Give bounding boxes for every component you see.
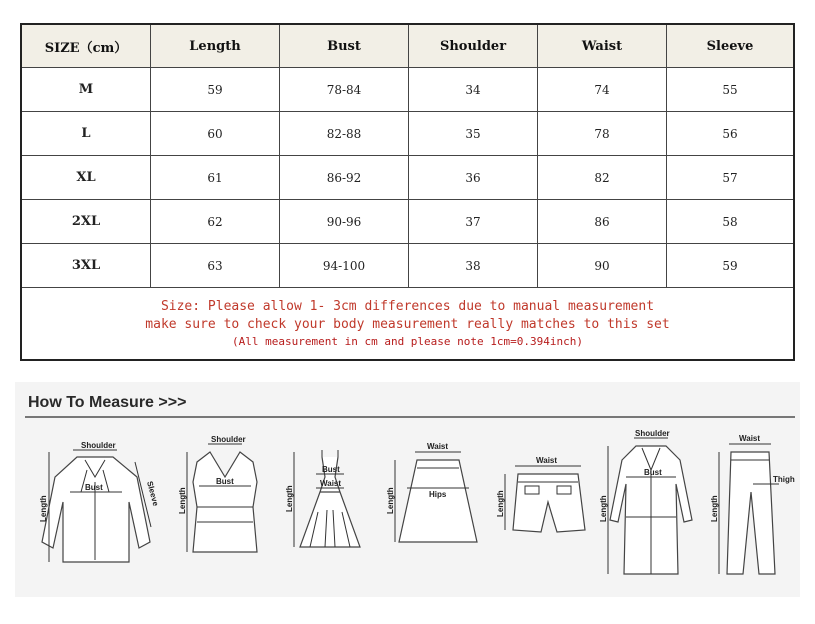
shoulder-cell: 37 [409,200,538,244]
note-line-conversion: (All measurement in cm and please note 1cm=0.394inch) [232,334,583,348]
header-bust: Bust [280,24,409,68]
sleeveless-top-diagram [175,422,275,592]
label-bust: Bust [322,465,340,474]
waist-cell: 74 [538,68,667,112]
label-thigh: Thigh [773,475,795,484]
header-length: Length [151,24,280,68]
waist-cell: 78 [538,112,667,156]
size-cell: L [21,112,151,156]
label-length: Length [496,490,505,517]
length-cell: 60 [151,112,280,156]
waist-cell: 82 [538,156,667,200]
note-line-check: make sure to check your body measurement really matches to this set [145,316,670,332]
garment-illustrations [15,422,800,592]
sleeve-cell: 57 [667,156,795,200]
bust-cell: 90-96 [280,200,409,244]
size-cell: 2XL [21,200,151,244]
table-header-row [21,24,794,68]
blouse-diagram [25,422,175,592]
label-length: Length [178,487,187,514]
table-row [21,156,794,200]
waist-cell: 86 [538,200,667,244]
size-cell: 3XL [21,244,151,288]
dress-diagram [280,422,385,592]
pants-diagram [703,422,798,592]
how-to-measure-title: How To Measure >>> [28,394,187,411]
sleeve-cell: 59 [667,244,795,288]
coat-diagram [600,422,700,592]
label-length: Length [386,487,395,514]
shoulder-cell: 34 [409,68,538,112]
size-chart-table [20,23,795,361]
label-bust: Bust [216,477,234,486]
label-waist: Waist [536,456,558,465]
shoulder-cell: 35 [409,112,538,156]
table-row [21,244,794,288]
size-cell: XL [21,156,151,200]
table-row [21,112,794,156]
size-cell: M [21,68,151,112]
bust-cell: 86-92 [280,156,409,200]
label-length: Length [599,495,608,522]
header-size: SIZE（cm） [21,24,151,68]
label-length: Length [285,485,294,512]
label-length: Length [39,495,48,522]
bust-cell: 94-100 [280,244,409,288]
length-cell: 62 [151,200,280,244]
length-cell: 61 [151,156,280,200]
measurement-note [21,288,794,361]
length-cell: 59 [151,68,280,112]
label-waist: Waist [320,479,342,488]
skirt-diagram [387,422,487,592]
label-waist: Waist [739,434,761,443]
sleeve-cell: 56 [667,112,795,156]
how-to-measure-panel [15,382,800,597]
title-divider [25,416,795,418]
label-sleeve: Sleeve [145,480,161,508]
label-shoulder: Shoulder [81,441,116,450]
sleeve-cell: 55 [667,68,795,112]
bust-cell: 78-84 [280,68,409,112]
label-length: Length [710,495,719,522]
length-cell: 63 [151,244,280,288]
table-row [21,200,794,244]
label-waist: Waist [427,442,449,451]
label-hips: Hips [429,490,447,499]
label-bust: Bust [85,483,103,492]
shorts-diagram [493,422,598,592]
header-sleeve: Sleeve [667,24,795,68]
note-line-tolerance: Size: Please allow 1- 3cm differences due to manual measurement [160,298,655,314]
table-row [21,68,794,112]
waist-cell: 90 [538,244,667,288]
bust-cell: 82-88 [280,112,409,156]
sleeve-cell: 58 [667,200,795,244]
label-shoulder: Shoulder [635,429,670,438]
header-waist: Waist [538,24,667,68]
label-bust: Bust [644,468,662,477]
shoulder-cell: 38 [409,244,538,288]
header-shoulder: Shoulder [409,24,538,68]
shoulder-cell: 36 [409,156,538,200]
note-row [21,288,794,361]
label-shoulder: Shoulder [211,435,246,444]
